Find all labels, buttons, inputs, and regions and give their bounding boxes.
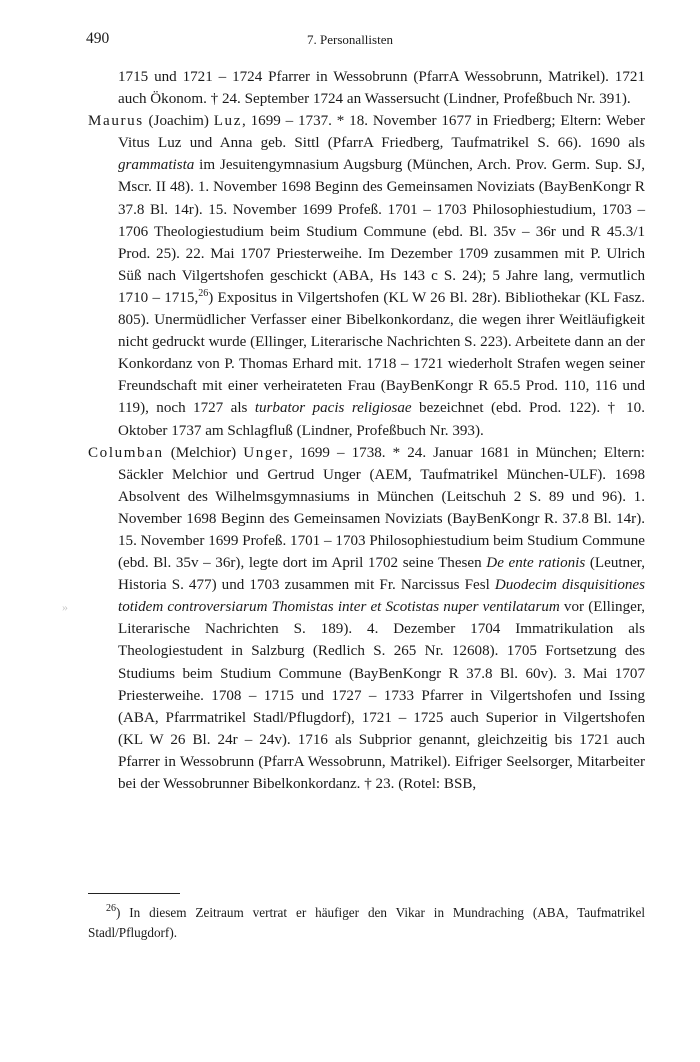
footnote-marker: 26 (106, 903, 116, 914)
footnote-divider (88, 893, 180, 894)
thesis-title: De ente rationis (486, 555, 586, 572)
entry-text: , 1699 – 1738. * 24. Januar 1681 in München; Eltern: Säckler Melchior und Gertrud Unger (AEM, Taufmatrikel München-ULF). 1698 Absolvent des Wilhelmsgymnasiums in München (Leitschuh 2 S. 89 und 96). 1. November 1698 Beginn des Gemeinsamen Noviziats (BayBenKongr R. 37.8 Bl. 14r). 15. November 1699 Profeß. 1701 – 1703 Philosophiestudium beim Studium Commune (ebd. Bl. 35v – 36r), legte dort im April 1702 seine Thesen (118, 444, 645, 572)
entry-text: bezeichnet (ebd. Prod. 122). † 10. Oktober 1737 am Schlagfluß (Lindner, Profeßbuch Nr. 393). (118, 400, 645, 439)
main-text (88, 66, 645, 795)
entry-text: 1715 und 1721 – 1724 Pfarrer in Wessobrunn (PfarrA Wessobrunn, Matrikel). 1721 auch Ökonom. † 24. September 1724 an Wassersucht (Lindner, Profeßbuch Nr. 391). (118, 69, 645, 108)
latin-term: grammatista (118, 157, 195, 174)
entry-surname: Unger (243, 444, 289, 461)
footnote (88, 903, 645, 943)
entry-text: vor (Ellinger, Literarische Nachrichten S. 189). 4. Dezember 1704 Immatrikulation als Theologiestudent in Salzburg (Redlich S. 265 Nr. 12608). 1705 Fortsetzung des Studiums beim Studium Commune (BayBenKongr R 37.8 Bl. 60v). 3. Mai 1707 Priesterweihe. 1708 – 1715 und 1727 – 1733 Pfarrer in Vilgertshofen und Issing (ABA, Pfarrmatrikel Stadl/Pflugdorf), 1721 – 1725 auch Superior in Vilgertshofen (KL W 26 Bl. 24r – 24v). 1716 als Subprior genannt, gleichzeitig bis 1721 auch Pfarrer in Wessobrunn (PfarrA Wessobrunn, Matrikel). Eifriger Seelsorger, Mitarbeiter bei der Wessobrunner Bibelkonkordanz. † 23. (Rotel: BSB, (118, 599, 646, 792)
entry-text: , 1699 – 1737. * 18. November 1677 in Friedberg; Eltern: Weber Vitus Luz und Anna geb. Sittl (PfarrA Friedberg, Taufmatrikel S. 66). 1690 als (118, 113, 646, 152)
entry-baptismal-name: (Joachim) (143, 113, 214, 130)
footnote-reference: 26 (198, 287, 209, 299)
entry-text: im Jesuitengymnasium Augsburg (München, Arch. Prov. Germ. Sup. SJ, Mscr. II 48). 1. November 1698 Beginn des Gemeinsamen Noviziats (BayBenKongr R 37.8 Bl. 14r). 15. November 1699 Profeß. 1701 – 1703 Philosophiestudium, 1703 – 1706 Theologiestudium beim Studium Commune (ebd. Bl. 35v – 36r und R 45.3/1 Prod. 25). 22. Mai 1707 Priesterweihe. Im Dezember 1709 zusammen mit P. Ulrich Süß nach Vilgertshofen geschickt (ABA, Hs 143 c S. 24); 5 Jahre lang, vermutlich 1710 – 1715, (118, 157, 645, 306)
margin-mark: » (62, 600, 68, 614)
entry-columban-unger (88, 442, 645, 796)
running-head: 7. Personallisten (307, 32, 393, 47)
entry-text: (Leutner, Historia S. 477) und 1703 zusammen mit Fr. Narcissus Fesl (118, 555, 645, 594)
entry-surname: Luz (213, 113, 243, 130)
entry-name-religious: Maurus (88, 113, 144, 130)
entry-maurus-luz (88, 110, 645, 441)
thesis-title: Duodecim disquisitiones totidem controversiarum Thomistas inter et Scotistas nuper ventilatarum (118, 577, 645, 616)
entry-continuation (88, 66, 645, 110)
footnote-text: ) In diesem Zeitraum vertrat er häufiger den Vikar in Mundraching (ABA, Taufmatrikel Stadl/Pflugdorf). (88, 905, 645, 940)
page-number: 490 (86, 30, 110, 47)
entry-text: ) Expositus in Vilgertshofen (KL W 26 Bl. 28r). Bibliothekar (KL Fasz. 805). Unermüdlicher Verfasser einer Bibelkonkordanz, die wegen ihrer Weitläufigkeit nicht gedruckt wurde (Ellinger, Literarische Nachrichten S. 223). Arbeitete dann an der Konkordanz von P. Thomas Erhard mit. 1718 – 1721 wiederholt Strafen wegen seiner Freundschaft mit einer verheirateten Frau (BayBenKongr R 65.5 Prod. 110, 116 und 119), noch 1727 als (118, 289, 645, 417)
entry-name-religious: Columban (88, 444, 164, 461)
latin-term: turbator pacis religiosae (254, 400, 412, 417)
entry-baptismal-name: (Melchior) (163, 444, 244, 461)
